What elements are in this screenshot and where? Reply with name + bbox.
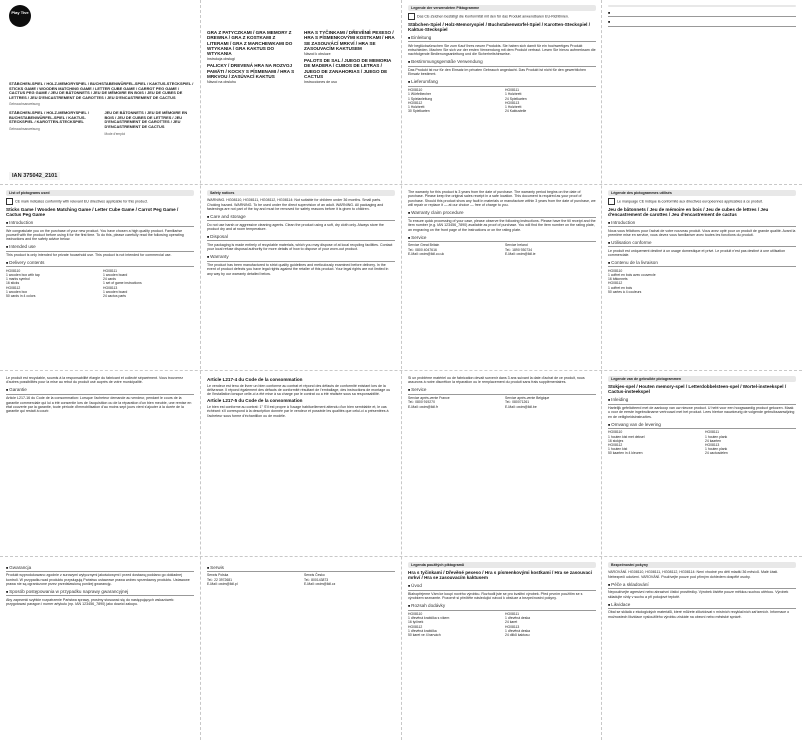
- body-text: This product is only intended for private household use. This product is not intended for commercial use.: [6, 253, 172, 258]
- section-heading: ■ Delivery contents: [6, 260, 194, 267]
- pl-service-page: [201, 557, 401, 740]
- body-text: Le bien est conforme au contrat: 1° S'il est propre à l'usage habituellement attendu d'un bien semblable et, le cas échéant: s'il correspond à la description donnée par le vendeur et possède les qualités que celui-ci a présentées à l'acheteur sous forme d'échantillon ou de modèle.: [207, 404, 389, 418]
- section-heading: ■ Rozsah dodávky: [408, 603, 596, 610]
- legend-text: CE mark indicates conformity with relevant EU directives applicable for this product.: [15, 199, 149, 204]
- body-text: To ensure quick processing of your case, please observe the following instructions. Please have the till receipt and the item number (e.g. IAN 123456_7890) available as proof of purchase. You will find the item number on the rating plate, an engraving on the front page of the instructions or on the rating plate.: [408, 218, 596, 232]
- page-title: Hra s tyčinkami / Dřevěné pexeso / Hra s písmenkovými kostkami / Hra se zasouvací mrkví / Hra se zasouvacím kaktusem: [408, 570, 592, 581]
- cover-title: STÄBCHEN-SPIEL / HOLZ-MEMORYSPIEL / BUCHSTABENWÜRFEL-SPIEL / KAKTUS-STECKSPIEL / STICKS GAME / WOODEN MATCHING GAME / LETTER CUBE GAME / CARROT PEG GAME / CACTUS PEG GAME / JEU DE BÂTONNETS / JEU DE MÉMOIRE EN BOIS / JEU DE CUBES DE LETTRES / JEU D'ENCASTREMENT DE CAROTTES / JEU D'ENCASTREMENT DE CACTUS: [9, 81, 194, 100]
- ce-mark-icon: [408, 13, 415, 20]
- fr-page-4: [402, 371, 602, 554]
- scope-list: HG08111 1 houten plank 24 kaarten HG08113 1 houten plank 24 cactusdelen: [705, 430, 728, 456]
- body-text: VAROVÁNÍ. HG08110, HG08111, HG08112, HG08114: Není vhodné pro děti mladší 36 měsíců. Malé části. Nebezpečí udušení. VAROVÁNÍ. Používejte pouze pod přímým dohledem dospělé osoby.: [608, 570, 779, 579]
- body-text: Blahopřejeme Vám ke koupi nového výrobku. Rozhodli jste se pro kvalitní výrobek. Před prvním použitím se s výrobkem seznamte. Pozorně si přečtěte následující návod k obsluze a bezpečnostní pokyny.: [408, 591, 583, 601]
- page-title: Jeu de bâtonnets / Jeu de mémoire en bois / Jeu de cubes de lettres / Jeu d'encastrement de carottes / Jeu d'encastrement de cactus: [608, 206, 769, 217]
- section-heading: [608, 19, 796, 26]
- service-contact: Service Great Britain Tel.: 0800 4047616 E-Mail: owim@lidl.co.uk: [408, 243, 445, 256]
- legend-heading: Legende van de gebruikte pictogrammen: [608, 376, 796, 382]
- pl-page-end: [0, 557, 200, 740]
- safety-heading: [608, 5, 796, 7]
- section-heading: ■ Gwarancja: [6, 565, 194, 572]
- cover-subtitle: Návod na obsluhu: [207, 80, 236, 85]
- body-text: Produkt wyprodukowano zgodnie z surowymi wytycznymi jakościowymi i przed dostawą poddano go dokładnej kontroli. W przypadku wad produktu przysługują Państwu ustawowe prawa wobec sprzedawcy produktu. Ustawowe prawa nie są ograniczone przez przedstawioną poniżej gwarancję.: [6, 573, 190, 587]
- page-title: Stäbchen-Spiel / Holz-Memoryspiel / Buchstabenwürfel-Spiel / Karotten-Steckspiel / Kaktus-Steckspiel: [408, 21, 591, 32]
- section-heading: ■ Introduction: [6, 220, 194, 227]
- de-page-2: [602, 0, 802, 183]
- body-text: Obal se skládá z ekologických materiálů, které můžete zlikvidovat v místních recyklačních zařízeních. Informace o možnostech likvidace vysloužilého výrobku získáte na obecní nebo městské správě.: [608, 610, 790, 619]
- section-heading: ■ Garantie: [6, 387, 194, 394]
- ce-mark-icon: [608, 198, 615, 205]
- section-heading: ■ Disposal: [207, 234, 395, 241]
- ian-number: IAN 375042_2101: [9, 172, 60, 180]
- scope-list: HG08110 1 houten kist met deksel 16 stokjes HG08112 1 houten kist 50 kaarten in 4 kleuren: [608, 430, 645, 456]
- section-heading: ■ Péče a skladování: [608, 582, 796, 589]
- en-page-2: [201, 185, 401, 368]
- cz-page-2: [602, 557, 802, 740]
- fr-page-3: [201, 371, 401, 554]
- body-text: Article L217-16 du Code de la consommation: Lorsque l'acheteur demande au vendeur, pendant le cours de la garantie commerciale qui lui a été consentie lors de l'acquisition ou de la réparation d'un bien meuble, une remise en état couverte par la garantie, toute période d'immobilisation d'au moins sept jours vient s'ajouter à la durée de la garantie qui restait à courir.: [6, 396, 192, 414]
- section-heading: ■ Lieferumfang: [408, 79, 596, 86]
- section-heading: ■ Intended use: [6, 244, 194, 251]
- legend-text: Le marquage CE indique la conformité aux directives européennes applicables à ce produit.: [617, 199, 764, 204]
- cover-subtitle: Gebrauchsanweisung: [9, 102, 40, 107]
- body-text: Hartelijk gefeliciteerd met de aankoop van uw nieuwe product. U hebt voor een hoogwaardig product gekozen. Maak u voor de eerste ingebruikname vertrouwd met het product. Lees hiertoe nauwkeurig de volgende gebruiksaanwijzing en de veiligheidsinstructies.: [608, 405, 795, 419]
- cover-panel: [0, 0, 200, 183]
- fr-page-2: [0, 371, 200, 554]
- cover-title: JEU DE BÂTONNETS / JEU DE MÉMOIRE EN BOIS / JEU DE CUBES DE LETTRES / JEU D'ENCASTREMENT DE CAROTTES / JEU D'ENCASTREMENT DE CACTUS: [104, 110, 188, 129]
- scope-list: HG08110 1 dřevěná krabička s víkem 16 tyčinek HG08112 1 dřevěná krabička 50 karet ve 4 barvách: [408, 612, 450, 638]
- fr-page-1: [602, 185, 802, 368]
- brand-logo-text: Play Tive: [11, 10, 29, 15]
- body-text: Le vendeur est tenu de livrer un bien conforme au contrat et répond des défauts de conformité existant lors de la délivrance. Il répond également des défauts de conformité résultant de l'emballage, des instructions de montage ou de l'installation lorsque celle-ci a été mise à sa charge par le contrat ou a été réalisée sous sa responsabilité.: [207, 383, 391, 397]
- section-heading: ■ Warranty: [207, 254, 395, 261]
- section-heading: ■ Introduction: [608, 220, 796, 227]
- section-heading: ■ Service: [408, 235, 596, 242]
- service-contact: Serwis Česko Tel.: 800143873 E-Mail: owim@lidl.cz: [304, 573, 336, 586]
- scope-list: HG08111 1 dřevěná deska 24 karet HG08113 1 dřevěná deska 24 dílků kaktusu: [505, 612, 531, 638]
- ce-mark-icon: [6, 198, 13, 205]
- body-text: Aby zapewnić szybkie rozpatrzenie Państwa sprawy, prosimy stosować się do następujących wskazówek: przygotować paragon i numer artykułu (np. IAN 123456_7890) jako dowód zakupu.: [6, 597, 175, 607]
- legend-text: Das CE-Zeichen bestätigt die Konformität mit den für das Produkt anwendbaren EU-Richtlinien.: [417, 14, 569, 19]
- body-text: Nous vous félicitons pour l'achat de votre nouveau produit. Vous avez opté pour un produit de grande qualité. Avant la première mise en service, vous devez vous familiariser avec toutes les fonctions du produit.: [608, 228, 796, 237]
- article-heading: Article L217-4 du Code de la consommation: [207, 377, 303, 383]
- section-heading: ■ Serwis: [207, 565, 395, 572]
- safety-heading: Bezpečnostní pokyny: [608, 562, 796, 568]
- section-heading: ■ Omvang van de levering: [608, 422, 796, 429]
- de-page-1: [402, 0, 602, 183]
- cover-subtitle: Gebrauchsanweisung: [9, 126, 40, 131]
- cover-subtitle: Návod k obsluze: [304, 52, 331, 57]
- body-text: Das Produkt ist nur für den Einsatz im privaten Gebrauch angedacht. Das Produkt ist nicht für den gewerblichen Einsatz bestimmt.: [408, 68, 586, 77]
- safety-heading: Safety notices: [207, 190, 395, 196]
- body-text: Le produit est recyclable, soumis à la responsabilité élargie du fabricant et collecté séparément. Vous trouverez d'autres possibilités pour la mise au rebut du produit usé auprès de votre municipalité.: [6, 376, 183, 385]
- body-text: We congratulate you on the purchase of your new product. You have chosen a high quality product. Familiarise yourself with the product before using it for the first time. To do this, please carefully read the following operating instructions and the safety advice below.: [6, 228, 184, 242]
- legend-heading: Legende der verwendeten Piktogramme: [408, 5, 596, 11]
- cover-title: PALOTS DE SAL / JUEGO DE MEMORIA DE MADERA / CUBOS DE LETRAS / JUEGO DE ZANAHORIAS / JUEGO DE CACTUS: [304, 58, 392, 79]
- body-text: Le produit est uniquement destiné à un usage domestique et privé. Le produit n'est pas destiné à une utilisation commerciale.: [608, 248, 786, 258]
- service-contact: Service Ireland Tel.: 1890 930734 E-Mail: owim@lidl.ie: [505, 243, 536, 256]
- body-text: Wir beglückwünschen Sie zum Kauf Ihres neuen Produkts. Sie haben sich damit für ein hochwertiges Produkt entschieden. Machen Sie sich vor der ersten Verwendung mit dem Produkt vertraut. Lesen Sie hierzu aufmerksam die nachfolgende Bedienungsanleitung und die Sicherheitshinweise.: [408, 43, 596, 57]
- body-text: Do not use harsh or aggressive cleaning agents. Clean the product using a soft, dry cloth only. Always store the product dry and at room temperature.: [207, 222, 384, 232]
- service-contact: Service après-vente France Tel.: 0800 919270 E-Mail: owim@lidl.fr: [408, 396, 450, 409]
- legend-heading: Légende des pictogrammes utilisés: [608, 190, 796, 196]
- cover-back-panel: [201, 0, 401, 183]
- body-text: Si un problème matériel ou de fabrication devait survenir dans 3 ans suivant la date d'achat de ce produit, nous assurons à notre discrétion la réparation ou le remplacement du produit sans frais supplémentaires.: [408, 376, 585, 385]
- body-text: The warranty for this product is 3 years from the date of purchase. The warranty period begins on the date of purchase. Please keep the original sales receipt in a safe location. This document is required as your proof of purchase. Should this product show any fault in materials or manufacture within 3 years from the date of purchase, we will repair or replace it — at our choice — free of charge to you.: [408, 190, 596, 208]
- en-page-3: [402, 185, 602, 368]
- cover-title: PALICKY / DREVENÁ HRA NA ROZVOJ PAMÄTI / KOCKY S PÍSMENAMI / HRA S MRKVOU / ZASÚVACÍ KAKTUS: [207, 63, 295, 79]
- section-heading: ■ Service: [408, 387, 596, 394]
- section-heading: ■ Sposób postępowania w przypadku naprawy gwarancyjnej: [6, 589, 194, 596]
- section-heading: ■ Bestimmungsgemäße Verwendung: [408, 59, 596, 66]
- page-title: Sticks Game / Wooden Matching Game / Letter Cube Game / Carrot Peg Game / Cactus Peg Game: [6, 206, 179, 217]
- en-page-1: [0, 185, 200, 368]
- page-title: Stokjes-spel / Houten memory-spel / Letterdobbelsteen-spel / Wortel-insteekspel / Cactus-insteekspel: [608, 384, 787, 395]
- section-heading: ■ Care and storage: [207, 214, 395, 221]
- section-heading: ■ Likvidace: [608, 602, 796, 609]
- scope-list: HG08111 1 Holzbrett 24 Spielkarten HG08113 1 Holzbrett 24 Kaktusteile: [505, 88, 527, 114]
- section-heading: [608, 10, 796, 17]
- legend-heading: List of pictograms used: [6, 190, 194, 196]
- scope-list: HG08111 1 wooden board 24 cards 1 set of game instructions HG08113 1 wooden board 24 cactus parts: [103, 268, 142, 298]
- article-heading: Article L217-5 du Code de la consommation: [207, 398, 303, 404]
- cover-subtitle: Instrucciones de uso: [304, 80, 337, 85]
- nl-page-1: [602, 371, 802, 554]
- service-contact: Serwis Polska Tel.: 22 3972681 E-Mail: owim@lidl.pl: [207, 573, 238, 586]
- body-text: The packaging is made entirely of recyclable materials, which you may dispose of at local recycling facilities. Contact your local refuse disposal authority for more details of how to dispose of your worn-out product.: [207, 242, 393, 252]
- brand-logo: [9, 5, 31, 27]
- cover-title: GRA Z PATYCZKAMI / GRA MEMORY Z DREWNA / GRA Z KOSTKAMI Z LITERAMI / GRA Z MARCHEWKAMI DO WTYKANIA / GRA KAKTUS DO WTYKANIA: [207, 30, 293, 56]
- section-heading: ■ Úvod: [408, 583, 596, 590]
- body-text: WARNING. HG08110, HG08111, HG08112, HG08114: Not suitable for children under 36 months. Small parts. Choking hazard. WARNING. To be used under the direct supervision of an adult. WARNING. All packaging and fastenings are not part of the toy and must be removed for safety reasons before it is given to children.: [207, 198, 384, 212]
- cover-title-list: [9, 82, 194, 140]
- cover-subtitle: Instrukcja obsługi: [207, 57, 235, 62]
- body-text: The product has been manufactured to strict quality guidelines and meticulously examined before delivery. In the event of product defects you have legal rights against the retailer of this product. Your legal rights are not limited in any way by our warranty detailed below.: [207, 262, 389, 276]
- section-heading: ■ Einleitung: [408, 35, 596, 42]
- section-heading: ■ Contenu de la livraison: [608, 260, 796, 267]
- scope-list: HG08110 1 coffret en bois avec couvercle 16 bâtonnets HG08112 1 coffret en bois 50 cartes à 4 couleurs: [608, 268, 656, 294]
- cover-title: HRA S TYČINKAMI / DŘEVĚNÉ PEXESO / HRA S PÍSMENKOVÝMI KOSTKAMI / HRA SE ZASOUVÁCÍ MRKVÍ / HRA SE ZASOUVACÍM KAKTUSEM: [304, 30, 395, 51]
- service-contact: Service après-vente Belgique Tel.: 080071261 E-Mail: owim@lidl.be: [505, 396, 550, 409]
- scope-list: HG08110 1 Würfelbecher 1 Spielanleitung HG08112 1 Holzbrett 30 Spielkarten: [408, 88, 433, 114]
- section-heading: ■ Utilisation conforme: [608, 240, 796, 247]
- section-heading: ■ Warranty claim procedure: [408, 210, 596, 217]
- cover-subtitle: Mode d'emploi: [104, 131, 126, 136]
- body-text: Nepoužívejte agresivní nebo abrazivní čisticí prostředky. Výrobek čistěte pouze měkkou suchou utěrkou. Výrobek skladujte vždy v suchu a při pokojové teplotě.: [608, 590, 789, 599]
- section-heading: ■ Inleiding: [608, 397, 796, 404]
- cz-page-1: [402, 557, 602, 740]
- scope-list: HG08110 1 wooden box with tap 1 marks symbol 16 sticks HG08112 1 wooden box 50 cards in 4 colors: [6, 268, 40, 298]
- cover-title: STÄBCHEN-SPIEL / HOLZ-MEMORYSPIEL / BUCHSTABENWÜRFEL-SPIEL / KAKTUS-STECKSPIEL / KAROTTEN-STECKSPIEL: [9, 110, 89, 125]
- legend-heading: Legenda použitých piktogramů: [408, 562, 596, 568]
